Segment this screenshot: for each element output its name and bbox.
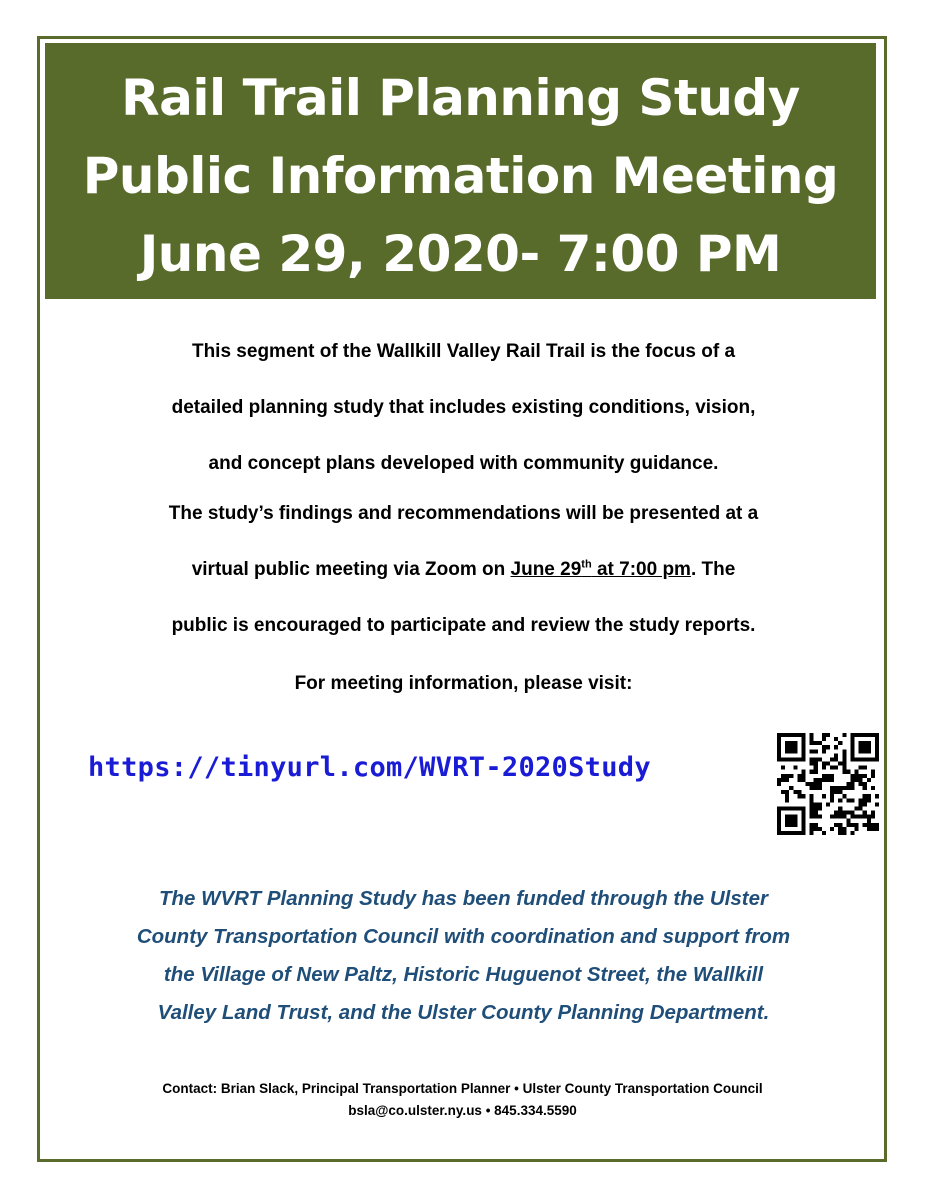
meeting-text-end: . The — [690, 559, 736, 580]
banner-subtitle: Public Information Meeting — [82, 147, 839, 205]
meeting-date-suffix: th — [581, 558, 592, 571]
intro-paragraph — [60, 324, 867, 492]
meeting-time: at 7:00 pm — [591, 559, 691, 580]
visit-label-text: For meeting information, please visit: — [294, 673, 633, 694]
contact-line: bsla@co.ulster.ny.us • 845.334.5590 — [348, 1103, 577, 1118]
funding-line: County Transportation Council with coordination and support from — [136, 925, 791, 948]
contact-line: Contact: Brian Slack, Principal Transportation Planner • Ulster County Transportation Council — [162, 1081, 763, 1096]
meeting-url-link[interactable]: https://tinyurl.com/WVRT-2020Study — [88, 752, 651, 783]
meeting-date-day: June 29 — [510, 559, 582, 580]
meeting-text: virtual public meeting via Zoom on — [191, 559, 511, 580]
meeting-paragraph — [60, 486, 867, 654]
meeting-line — [60, 542, 867, 598]
funding-line: The WVRT Planning Study has been funded through the Ulster — [159, 887, 768, 910]
funding-line: the Village of New Paltz, Historic Huguenot Street, the Wallkill — [163, 963, 764, 986]
meeting-date — [511, 559, 691, 580]
funding-line: Valley Land Trust, and the Ulster County Planning Department. — [157, 1001, 770, 1024]
meeting-line: public is encouraged to participate and review the study reports. — [171, 615, 756, 636]
contact-info — [40, 1078, 885, 1122]
qr-code-icon[interactable] — [777, 733, 879, 835]
intro-line: and concept plans developed with community guidance. — [208, 453, 719, 474]
banner-title: Rail Trail Planning Study — [121, 69, 800, 127]
banner-date: June 29, 2020- 7:00 PM — [139, 225, 782, 283]
title-banner — [45, 43, 876, 299]
intro-line: detailed planning study that includes existing conditions, vision, — [171, 397, 756, 418]
meeting-line: The study’s findings and recommendations will be presented at a — [168, 503, 759, 524]
funding-statement — [60, 880, 867, 1032]
visit-label — [60, 656, 867, 712]
intro-line: This segment of the Wallkill Valley Rail Trail is the focus of a — [191, 341, 736, 362]
